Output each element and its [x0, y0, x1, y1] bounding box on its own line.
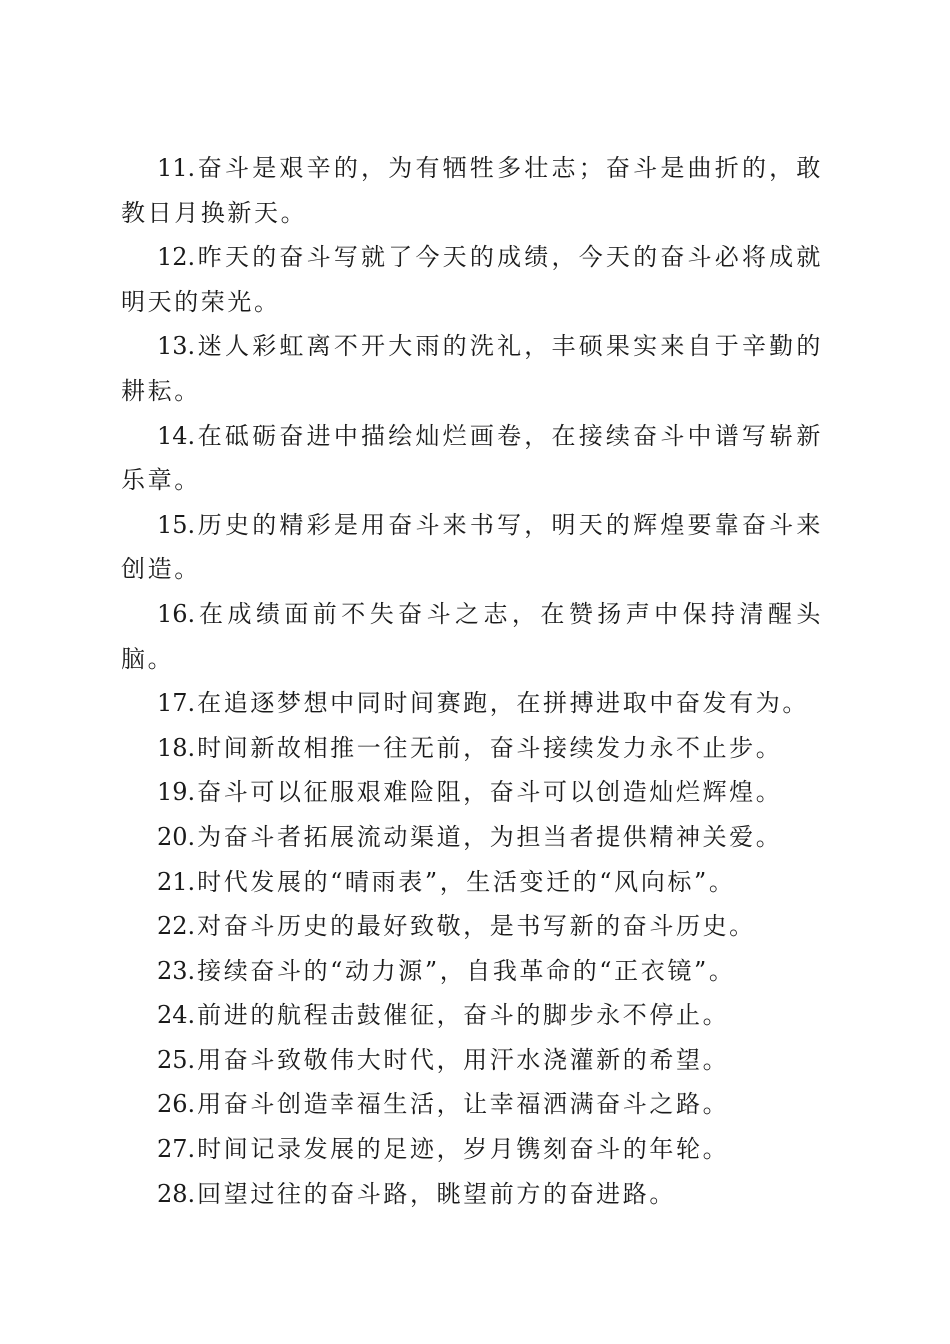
list-item — [121, 860, 823, 905]
item-number: 26. — [157, 1090, 196, 1119]
item-text: 接续奋斗的“动力源”，自我革命的“正衣镜”。 — [197, 956, 736, 985]
item-text: 时间记录发展的足迹，岁月镌刻奋斗的年轮。 — [197, 1135, 730, 1164]
item-text: 对奋斗历史的最好致敬，是书写新的奋斗历史。 — [197, 912, 756, 941]
item-number: 25. — [157, 1045, 196, 1074]
list-item — [121, 146, 823, 235]
document-body — [121, 146, 823, 1216]
list-item — [121, 1082, 823, 1127]
item-number: 16. — [157, 599, 196, 628]
item-text: 奋斗是艰辛的，为有牺牲多壮志；奋斗是曲折的，敢教日月换新天。 — [121, 154, 823, 227]
list-item — [121, 1127, 823, 1172]
item-number: 21. — [157, 867, 196, 896]
item-number: 12. — [157, 243, 196, 272]
list-item — [121, 681, 823, 726]
item-text: 在追逐梦想中同时间赛跑，在拼搏进取中奋发有为。 — [197, 689, 809, 718]
list-item — [121, 949, 823, 994]
item-number: 18. — [157, 733, 196, 762]
item-number: 28. — [157, 1179, 196, 1208]
list-item — [121, 235, 823, 324]
item-text: 前进的航程击鼓催征，奋斗的脚步永不停止。 — [197, 1001, 730, 1030]
item-text: 时代发展的“晴雨表”，生活变迁的“风向标”。 — [197, 867, 736, 896]
item-number: 11. — [157, 154, 196, 182]
list-item — [121, 1038, 823, 1083]
item-number: 15. — [157, 510, 196, 539]
list-item — [121, 904, 823, 949]
item-text: 在砥砺奋进中描绘灿烂画卷，在接续奋斗中谱写崭新乐章。 — [121, 421, 823, 495]
list-item — [121, 770, 823, 815]
list-item — [121, 592, 823, 681]
item-number: 22. — [157, 912, 196, 941]
list-item — [121, 726, 823, 771]
item-text: 为奋斗者拓展流动渠道，为担当者提供精神关爱。 — [197, 822, 783, 851]
item-number: 24. — [157, 1001, 196, 1030]
item-text: 迷人彩虹离不开大雨的洗礼，丰硕果实来自于辛勤的耕耘。 — [121, 332, 823, 405]
item-number: 19. — [157, 778, 196, 807]
item-number: 13. — [157, 332, 196, 361]
list-item — [121, 993, 823, 1038]
list-item — [121, 503, 823, 592]
item-text: 历史的精彩是用奋斗来书写，明天的辉煌要靠奋斗来创造。 — [121, 510, 823, 584]
item-text: 时间新故相推一往无前，奋斗接续发力永不止步。 — [197, 733, 783, 762]
item-number: 23. — [157, 956, 196, 985]
list-item — [121, 414, 823, 503]
item-number: 20. — [157, 822, 196, 851]
item-text: 昨天的奋斗写就了今天的成绩，今天的奋斗必将成就明天的荣光。 — [121, 243, 823, 316]
list-item — [121, 1172, 823, 1217]
item-number: 14. — [157, 421, 196, 450]
item-text: 回望过往的奋斗路，眺望前方的奋进路。 — [197, 1179, 676, 1208]
list-item — [121, 324, 823, 413]
item-text: 在成绩面前不失奋斗之志，在赞扬声中保持清醒头脑。 — [121, 599, 823, 673]
list-item — [121, 815, 823, 860]
item-text: 用奋斗致敬伟大时代，用汗水浇灌新的希望。 — [197, 1045, 730, 1074]
item-number: 17. — [157, 689, 196, 718]
item-text: 奋斗可以征服艰难险阻，奋斗可以创造灿烂辉煌。 — [197, 778, 783, 807]
item-number: 27. — [157, 1135, 196, 1164]
item-text: 用奋斗创造幸福生活，让幸福洒满奋斗之路。 — [197, 1090, 730, 1119]
